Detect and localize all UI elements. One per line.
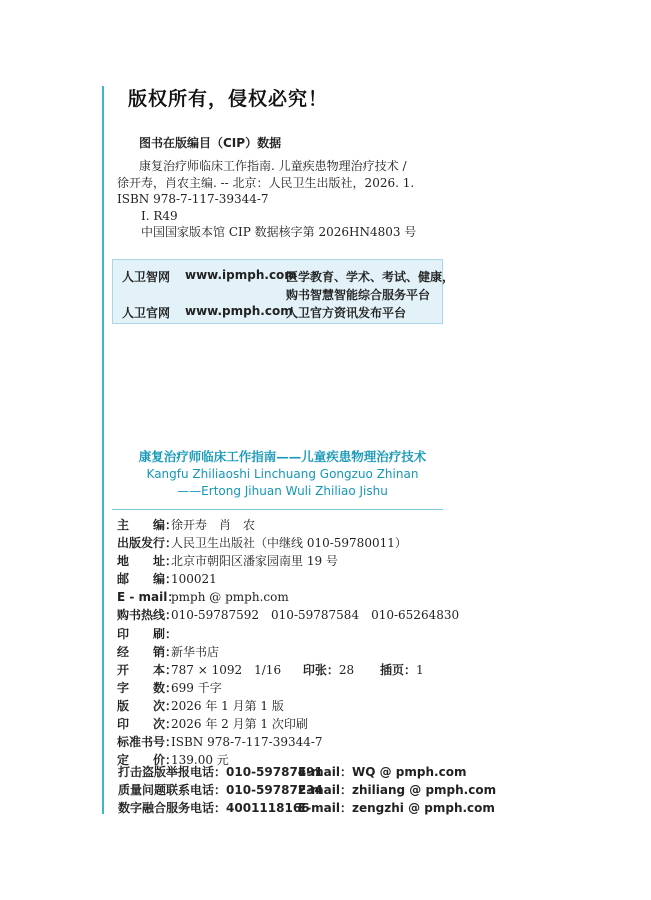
colophon-row-words xyxy=(117,679,459,697)
colophon-row-format xyxy=(117,661,459,679)
colophon-row-address xyxy=(117,552,459,570)
site-url[interactable]: www.ipmph.com xyxy=(185,268,297,282)
cip-line: 康复治疗师临床工作指南. 儿童疾患物理治疗技术 / xyxy=(139,159,407,173)
field-value: 新华书店 xyxy=(171,644,220,659)
field-label: 地 址： xyxy=(117,554,178,569)
separator-line xyxy=(112,509,443,510)
field-value: 徐开寿 肖 农 xyxy=(171,518,256,532)
contact-label: 数字融合服务电话： xyxy=(118,801,227,816)
contact-phone: 4001118166 xyxy=(226,801,310,816)
contact-label: 打击盗版举报电话： xyxy=(118,765,227,779)
field-value: 人民卫生出版社（中继线 010-59780011） xyxy=(171,536,407,551)
field-label: 印张： xyxy=(302,662,339,677)
field-label: 出版发行： xyxy=(117,536,178,551)
field-label: 购书热线： xyxy=(117,608,178,623)
field-value: 787 × 1092 1/16 xyxy=(171,662,282,677)
site-name: 人卫官网 xyxy=(122,306,171,320)
contact-label: 质量问题联系电话： xyxy=(118,783,227,798)
field-value: 010-59787592 010-59787584 010-65264830 xyxy=(171,608,460,623)
site-name: 人卫智网 xyxy=(122,270,171,284)
field-value: 2026 年 1 月第 1 版 xyxy=(171,698,284,713)
field-label: 标准书号： xyxy=(117,735,178,750)
contact-phone: 010-59787234 xyxy=(226,783,323,798)
contact-email: E-mail：zengzhi @ pmph.com xyxy=(298,801,495,816)
cip-line: 中国国家版本馆 CIP 数据核字第 2026HN4803 号 xyxy=(141,225,417,239)
cip-heading: 图书在版编目（CIP）数据 xyxy=(139,136,282,150)
colophon-row-printing xyxy=(117,715,459,733)
colophon-row-editor xyxy=(117,516,459,534)
field-label: 邮 编： xyxy=(117,572,178,587)
colophon-row-printer xyxy=(117,625,459,643)
colophon-row-email xyxy=(117,588,459,606)
field-value: 139.00 元 xyxy=(171,753,229,768)
title-block xyxy=(110,448,455,500)
field-value: 北京市朝阳区潘家园南里 19 号 xyxy=(171,554,338,569)
field-label: 版 次： xyxy=(117,698,178,713)
field-label: 主 编： xyxy=(117,518,178,532)
contact-row xyxy=(118,763,467,781)
contact-phone: 010-59787491 xyxy=(226,765,323,779)
contact-email: E-mail：zhiliang @ pmph.com xyxy=(298,783,497,798)
field-value: pmph @ pmph.com xyxy=(171,590,289,605)
cip-data-block xyxy=(117,158,416,241)
field-label: 定 价： xyxy=(117,753,178,768)
contact-row xyxy=(118,781,497,799)
left-accent-bar xyxy=(102,86,104,814)
site-desc: 医学教育、学术、考试、健康， xyxy=(286,270,455,284)
site-url[interactable]: www.pmph.com xyxy=(185,304,293,318)
cip-line: ISBN 978-7-117-39344-7 xyxy=(117,192,269,206)
field-value: 699 千字 xyxy=(171,680,222,695)
colophon-row-isbn xyxy=(117,733,459,751)
contact-block xyxy=(118,763,497,818)
field-value: ISBN 978-7-117-39344-7 xyxy=(171,735,323,750)
book-subtitle-pinyin: ——Ertong Jihuan Wuli Zhiliao Jishu xyxy=(177,484,388,498)
field-label: 印 刷： xyxy=(117,626,178,641)
colophon xyxy=(117,516,459,769)
field-label: 开 本： xyxy=(117,662,178,677)
website-info-box xyxy=(112,259,455,324)
colophon-row-edition xyxy=(117,697,459,715)
field-label: 经 销： xyxy=(117,644,178,659)
site-desc: 人卫官方资讯发布平台 xyxy=(286,306,407,320)
field-label: 插页： xyxy=(380,662,417,677)
book-title-pinyin: Kangfu Zhiliaoshi Linchuang Gongzuo Zhinan xyxy=(146,467,419,481)
colophon-row-distributor xyxy=(117,643,459,661)
cip-line: 徐开寿，肖农主编. -- 北京：人民卫生出版社，2026. 1. xyxy=(117,175,415,190)
site-desc: 购书智慧智能综合服务平台 xyxy=(286,288,431,302)
colophon-row-hotline xyxy=(117,606,459,624)
cip-line: Ⅰ. R49 xyxy=(141,208,178,223)
field-label: 字 数： xyxy=(117,680,178,695)
colophon-row-postcode xyxy=(117,570,459,588)
field-label: 印 次： xyxy=(117,717,178,732)
field-value: 2026 年 2 月第 1 次印刷 xyxy=(171,717,308,732)
colophon-row-publisher xyxy=(117,534,459,552)
copyright-notice: 版权所有，侵权必究！ xyxy=(128,88,329,110)
field-value: 28 xyxy=(338,662,355,677)
field-value: 100021 xyxy=(171,572,217,587)
contact-row xyxy=(118,799,495,817)
field-value: 1 xyxy=(416,662,424,677)
contact-email: E-mail：WQ @ pmph.com xyxy=(298,765,467,779)
field-label: E - mail： xyxy=(117,590,180,605)
book-title-cn: 康复治疗师临床工作指南——儿童疾患物理治疗技术 xyxy=(138,449,427,464)
